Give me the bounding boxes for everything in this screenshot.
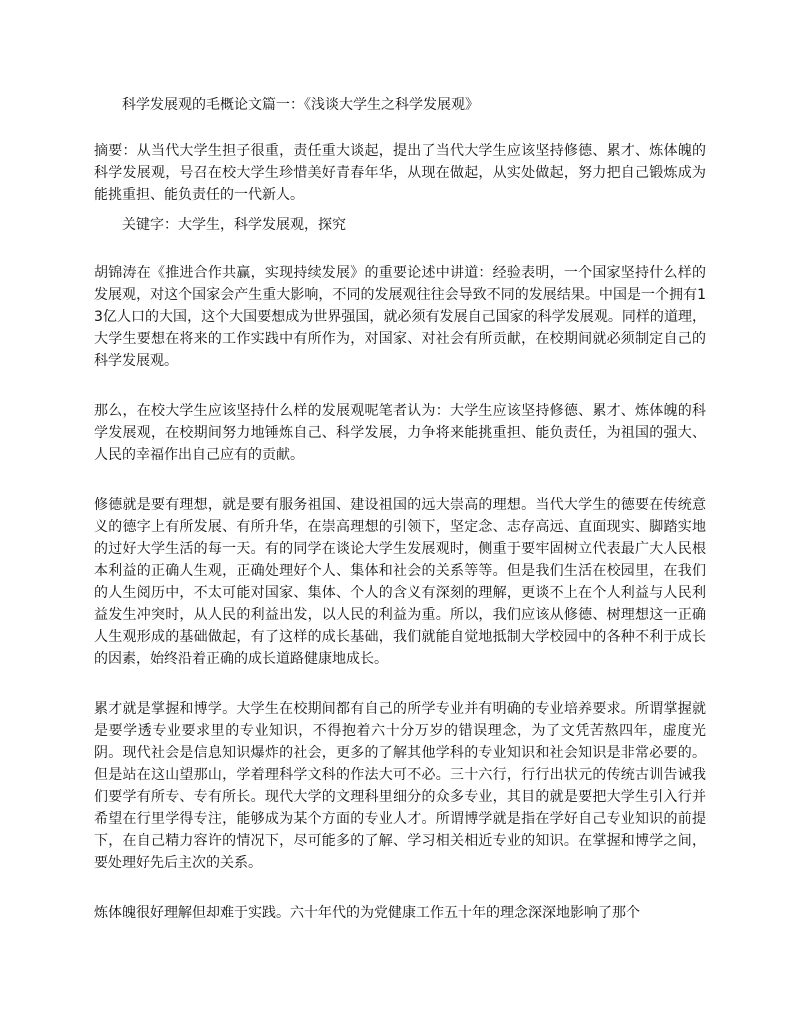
body-paragraph-5: 炼体魄很好理解但却难于实践。六十年代的为党健康工作五十年的理念深深地影响了那个 xyxy=(94,905,640,921)
body-paragraph-1: 胡锦涛在《推进合作共赢，实现持续发展》的重要论述中讲道：经验表明，一个国家坚持什么样的发展观，对这个国家会产生重大影响，不同的发展观往往会导致不同的发展结果。中国是一个拥有13亿人口的大国，这个大国要想成为世界强国，就必须有发展自己国家的科学发展观。同样的道理，大学生要想在将来的工作实践中有所作为，对国家、对社会有所贡献，在校期间就必须制定自己的科学发展观。 xyxy=(94,265,706,369)
document-title: 科学发展观的毛概论文篇一：《浅谈大学生之科学发展观》 xyxy=(122,97,479,113)
document-page xyxy=(94,94,706,952)
body-paragraph-3: 修德就是要有理想，就是要有服务祖国、建设祖国的远大崇高的理想。当代大学生的德要在传统意义的德字上有所发展、有所升华，在崇高理想的引领下，坚定念、志存高远、直面现实、脚踏实地的过好大学生活的每一天。有的同学在谈论大学生发展观时，侧重于要牢固树立代表最广大人民根本利益的正确人生观，正确处理好个人、集体和社会的关系等等。但是我们生活在校园里，在我们的人生阅历中，不太可能对国家、集体、个人的含义有深刻的理解，更谈不上在个人利益与人民利益发生冲突时，从人民的利益出发，以人民的利益为重。所以，我们应该从修德、树理想这一正确人生观形成的基础做起，有了这样的成长基础，我们就能自觉地抵制大学校园中的各种不利于成长的因素，始终沿着正确的成长道路健康地成长。 xyxy=(94,497,706,667)
body-paragraph-2: 那么，在校大学生应该坚持什么样的发展观呢笔者认为：大学生应该坚持修德、累才、炼体魄的科学发展观，在校期间努力地锤炼自己、科学发展，力争将来能挑重担、能负责任，为祖国的强大、人民的幸福作出自己应有的贡献。 xyxy=(94,403,706,463)
keywords-line: 关键字：大学生，科学发展观，探究 xyxy=(122,217,346,233)
abstract-paragraph: 摘要：从当代大学生担子很重，责任重大谈起，提出了当代大学生应该坚持修德、累才、炼体魄的科学发展观，号召在校大学生珍惜美好青春年华，从现在做起，从实处做起，努力把自己锻炼成为能挑重担、能负责任的一代新人。 xyxy=(94,143,706,203)
body-paragraph-4: 累才就是掌握和博学。大学生在校期间都有自己的所学专业并有明确的专业培养要求。所谓掌握就是要学透专业要求里的专业知识，不得抱着六十分万岁的错误理念，为了文凭苦熬四年，虚度光阴。现代社会是信息知识爆炸的社会，更多的了解其他学科的专业知识和社会知识是非常必要的。但是站在这山望那山，学着理科学文科的作法大可不必。三十六行，行行出状元的传统古训告诫我们要学有所专、专有所长。现代大学的文理科里细分的众多专业，其目的就是要把大学生引入行并希望在行里学得专注，能够成为某个方面的专业人才。所谓博学就是指在学好自己专业知识的前提下，在自己精力容许的情况下，尽可能多的了解、学习相关相近专业的知识。在掌握和博学之间，要处理好先后主次的关系。 xyxy=(94,701,706,871)
